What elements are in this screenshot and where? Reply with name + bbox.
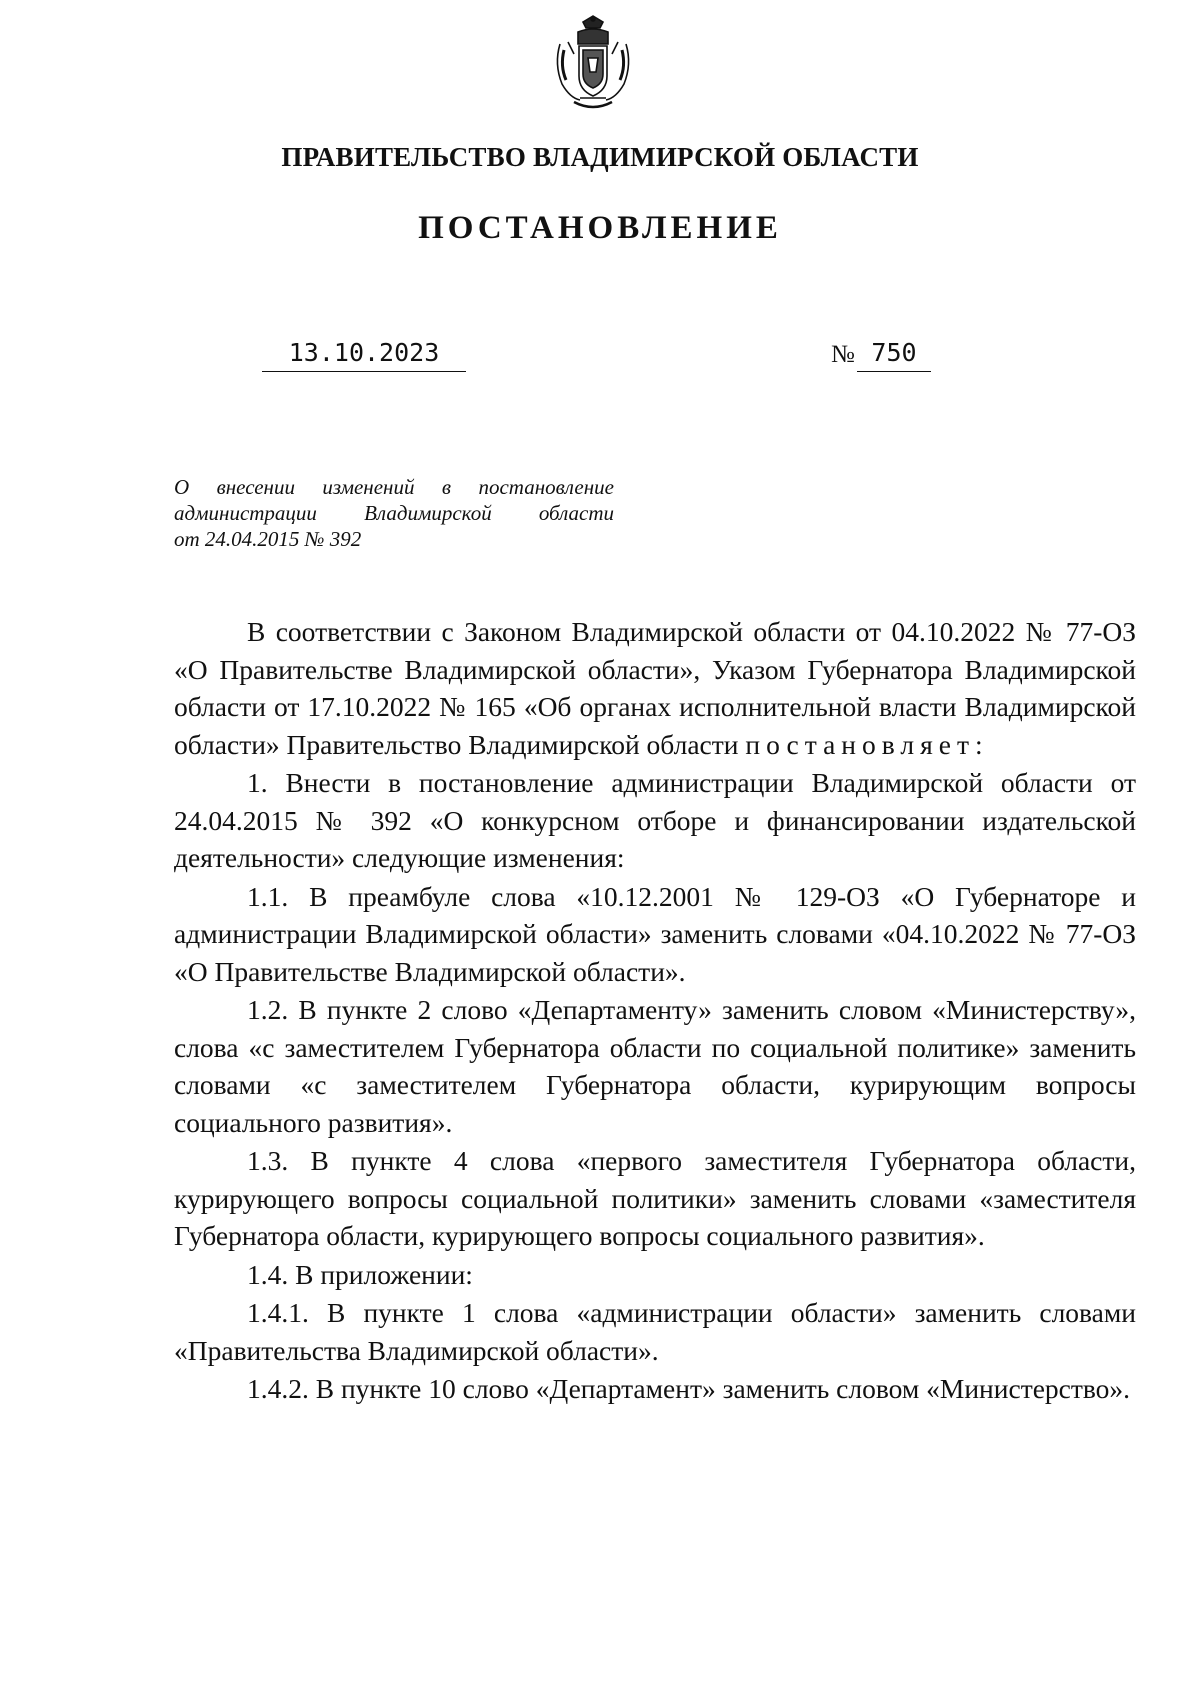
document-body	[174, 613, 1136, 1408]
preamble-paragraph	[174, 613, 1136, 763]
document-type-title: ПОСТАНОВЛЕНИЕ	[418, 210, 782, 246]
document-subject	[174, 474, 614, 552]
subject-line-2: администрации Владимирской области	[174, 501, 614, 525]
clause-1-1: 1.1. В преамбуле слова «10.12.2001 № 129-ОЗ «О Губернаторе и администрации Владимирской области» заменить словами «04.10.2022 № 77-ОЗ «О Правительстве Владимирской области».	[174, 880, 1136, 987]
clause-1-3: 1.3. В пункте 4 слова «первого заместителя Губернатора области, курирующего вопросы социальной политики» заменить словами «заместителя Губернатора области, курирующего вопросы социального развития».	[174, 1145, 1136, 1251]
coat-of-arms-icon	[550, 14, 636, 114]
clause-1-4: 1.4. В приложении:	[247, 1258, 473, 1290]
organization-title: ПРАВИТЕЛЬСТВО ВЛАДИМИРСКОЙ ОБЛАСТИ	[281, 142, 919, 172]
preamble-text: В соответствии с Законом Владимирской области от 04.10.2022 № 77-ОЗ «О Правительстве Владимирской области», Указом Губернатора Владимирской области от 17.10.2022 № 165 «Об органах исполнительной власти Владимирской области» Правительство Владимирской области	[174, 616, 1136, 760]
clause-1: 1. Внести в постановление администрации Владимирской области от 24.04.2015 № 392 «О конкурсном отборе и финансировании издательской деятельности» следующие изменения:	[174, 767, 1136, 873]
clause-1-4-1: 1.4.1. В пункте 1 слова «администрации области» заменить словами «Правительства Владимирской области».	[174, 1297, 1136, 1366]
clause-1-2: 1.2. В пункте 2 слово «Департаменту» заменить словом «Министерству», слова «с заместителем Губернатора области по социальной политике» заменить словами «с заместителем Губернатора области, курирующим вопросы социального развития».	[174, 994, 1136, 1138]
document-number: 750	[857, 335, 931, 372]
number-label: №	[831, 341, 855, 368]
clause-1-4-2: 1.4.2. В пункте 10 слово «Департамент» заменить словом «Министерство».	[247, 1373, 1131, 1404]
resolves-word: постановляет:	[745, 728, 989, 760]
subject-line-3: от 24.04.2015 № 392	[174, 527, 362, 551]
subject-line-1: О внесении изменений в постановление	[174, 475, 614, 499]
document-date: 13.10.2023	[262, 335, 466, 372]
